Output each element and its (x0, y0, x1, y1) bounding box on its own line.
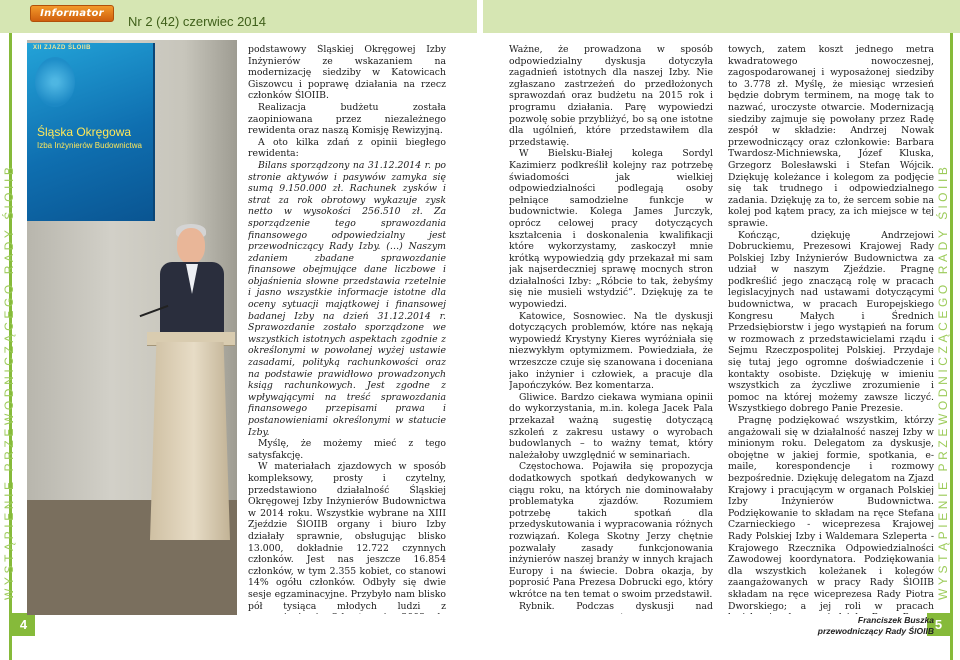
issue-label-left: Nr 2 (42) czerwiec 2014 (128, 14, 266, 29)
paragraph: Kończąc, dziękuję Andrzejowi Dobruckiemu, Prezesowi Krajowej Rady Polskiej Izby Inżynierów Budownictwa za udział w naszym Zjeździe. Pragnę podkreślić jego znaczącą rolę w pracach legislacyjnych nad ustawami dotyczącymi budownictwa, w pracach Europejskiego Kongresu Małych i Średnich Przedsiębiorstw i jego wystąpień na forum w rozmowach z przedstawicielami rządu i Sejmu Rzeczpospolitej Polskiej. Przydaje się tutaj jego ogromne doświadczenie i kontakty osobiste. Dziękuję w imieniu wszystkich za życzliwe zrozumienie i pomoc na której możemy zawsze liczyć. Wszystkiego dobrego Panie Prezesie. (728, 229, 934, 415)
paragraph: Gliwice. Bardzo ciekawa wymiana opinii do wykorzystania, m.in. kolega Jacek Pala przekazał ważną sugestię dotyczącą szkoleń z zakresu ustawy o wyrobach budowlanych – to ważny temat, który należałoby uwzględnić w seminariach. (509, 391, 713, 461)
podium (150, 342, 230, 540)
author-name: Franciszek Buszka (857, 615, 934, 625)
speaker-head (177, 228, 205, 264)
paragraph: W materiałach zjazdowych w sposób kompleksowy, prosty i czytelny, przedstawiono działalność Śląskiej Okręgowej Izby Inżynierów Budownictwa w 2014 roku. Wszystkie wybrane na XIII Zjeździe ŚlOIIB organy i biuro Izby działały sprawnie, obsługując blisko 13.000, dokładnie 12.722 czynnych członków. Jest nas jeszcze 16.854 członków, w tym 2.355 kobiet, co stanowi 14% ogółu członków. Odbyły się dwie sesje egzaminacyjne. Przybyło nam blisko pół tysiąca młodych ludzi z (248, 461, 446, 612)
paragraph: A oto kilka zdań z opinii biegłego rewidenta: (248, 136, 446, 160)
author-signature (780, 615, 934, 637)
section-label-right: WYSTĄPIENIE PRZEWODNICZĄCEGO RADY ŚlOIIB (936, 163, 950, 600)
right-accent-bar (950, 33, 953, 660)
paragraph: W Bielsku-Białej kolega Sordyl Kazimierz podkreślił kolejny raz potrzebę świadomości jak wielkiej odpowiedzialności podlegają osoby pełniące samodzielne funkcje w budownictwie. Kolega James Jurczyk, oprócz celowej pracy dotyczących kształcenia i doskonalenia kwalifikacji które wykorzystamy, zaskoczył mnie krótką wypowiedzią gdy przekazał mi sam jak najserdeczniej sprawę mocnych stron działalności Izby: „Róbcie to tak, żebyśmy się nie musieli wstydzić”. Dziękuję za te wypowiedzi. (509, 148, 713, 311)
screen-title-line1: Śląska Okręgowa (37, 125, 132, 139)
header-right (483, 0, 960, 33)
author-role: przewodniczący Rady ŚlOIIB (817, 626, 934, 636)
paragraph: Rybnik. Podczas dyskusji nad (519, 600, 713, 612)
paragraph: Częstochowa. Pojawiła się propozycja dodatkowych spotkań dedykowanych w ciągu roku, na których nie dominowałaby problematyka zjazdów. Rozumiem potrzebę takich spotkań dla przedyskutowania i wypracowania różnych rozwiązań. Kolega Skotny Jerzy chętnie pozwalały zasady funkcjonowania inżynierów naszej branży w innych krajach Europy i na świecie. Dobra okazja, by poprosić Pana Prezesa Dobrucki ego, który wkrótce na ten temat o swoim przedstawił. (509, 461, 713, 600)
screen-logo-icon (35, 57, 75, 107)
article-column-3 (728, 44, 934, 614)
paragraph: Katowice, Sosnowiec. Na tle dyskusji dotyczących problemów, które nas nękają wypowiedź Krystyny Kieres wyróżniała się niezwykłym optymizmem. Powiedziała, że wrzeszcze czuje się szanowana i doceniana jako inżynier i człowiek, a pracuje dla Japończyków. Bez komentarza. (509, 310, 713, 392)
header-left (0, 0, 477, 33)
article-column-1 (248, 44, 446, 614)
speaker-photo (27, 40, 237, 615)
paragraph: Ważne, że prowadzona w sposób odpowiedzialny dyskusja dotyczyła zagadnień istotnych dla naszej Izby. Nie zgłaszano zastrzeżeń do przedłożonych sprawozdań oraz budżetu na 2015 rok i programu działania. Parę wypowiedzi pozwolę sobie przybliżyć, bo są one istotne dla ugólnień, które przedstawiłem dla przedstawię. (509, 44, 713, 148)
auditor-quote: Bilans sporządzony na 31.12.2014 r. po stronie aktywów i pasywów zamyka się sumą 9.150.000 zł. Rachunek zysków i strat za rok obrotowy wykazuje zysk netto w wysokości 256.510 zł. Za sporządzenie tego sprawozdania finansowego odpowiedzialny jest przewodniczący Rady Izby. (…) Naszym zdaniem zbadane sprawozdanie finansowe obejmujące dane liczbowe i objaśnienia słowne przedstawia rzetelnie i jasno wszystkie informacje istotne dla oceny sytuacji majątkowej i finansowej badanej Izby na dzień 31.12.2014 r. Sprawozdanie zostało sporządzone we wszystkich istotnych aspektach zgodnie z określonymi w powołanej wyżej ustawie zasadami, polityką rachunkowości oraz na podstawie prawidłowo prowadzonych ksiąg rachunkowych. Jest zgodne z wpływającymi na treść sprawozdania finansowego przepisami prawa i postanowieniami określonymi w statucie Izby. (248, 159, 446, 438)
paragraph: Realizacja budżetu została zaopiniowana przez niezależnego rewidenta oraz naszą Komisję Rewizyjną. (248, 101, 446, 137)
page-number-left: 4 (12, 613, 35, 636)
paragraph: podstawowy Śląskiej Okręgowej Izby Inżynierów ze wskazaniem na modernizację siedziby w Katowicach Giszowcu i poprawę działania na rzecz członków ŚlOIIB. (248, 44, 446, 102)
section-label-left: WYSTĄPIENIE PRZEWODNICZĄCEGO RADY ŚlOIIB (2, 163, 16, 600)
projection-screen (27, 43, 155, 221)
informator-logo: Informator (30, 5, 114, 22)
paragraph: Myślę, że możemy mieć z tego satysfakcję. (248, 438, 446, 461)
screen-header-text: XII ZJAZD ŚLOIIB (33, 45, 92, 51)
page-number-right: 5 (927, 613, 950, 636)
article-column-2 (509, 44, 713, 614)
paragraph: towych, zatem koszt jednego metra kwadratowego nowoczesnej, zagospodarowanej i wyposażonej siedziby to 3.778 zł. Myślę, że miesiąc wrzesień będzie dobrym terminem, na mogę tak to nazwać, uroczyste otwarcie. Modernizacją siedziby zajmuje się powołany przez Radę zespół w składzie: Andrzej Nowak przewodniczący oraz członkowie: Barbara Twardosz-Michniewska, Józef Kluska, Grzegorz Bolesławski i Stefan Wójcik. Dziękuję koleżance i kolegom za podjęcie się tak trudnego i odpowiedzialnego zadania. Dziękuję za to, że sercem sobie na kolej pod kątem pracy, za ich miejsce w tej sprawie. (728, 44, 934, 229)
paragraph: Pragnę podziękować wszystkim, którzy angażowali się w działalność naszej Izby w minionym roku. Delegatom za dyskusje, obojętne w jakiej formie, spotkania, e-maile, korespondencje i rozmowy bezpośrednie. Dziękuję delegatom na Zjazd Krajowy i pracującym w organach Polskiej Izby Inżynierów Budownictwa. Podziękowanie to składam na ręce Stefana Czarnieckiego - wiceprezesa Krajowej Rady Polskiej Izby i Waldemara Szleperta - Krajowego Rzecznika Odpowiedzialności Zawodowej koordynatora. Podziękowania dla wszystkich koleżanek i kolegów zaangażowanych w pracy Rady ŚlOIIB składam na ręce wiceprezesa Rady Piotra Dworskiego; a jej roli w pracach (728, 415, 934, 612)
screen-title-line2: Izba Inżynierów Budownictwa (37, 141, 142, 150)
